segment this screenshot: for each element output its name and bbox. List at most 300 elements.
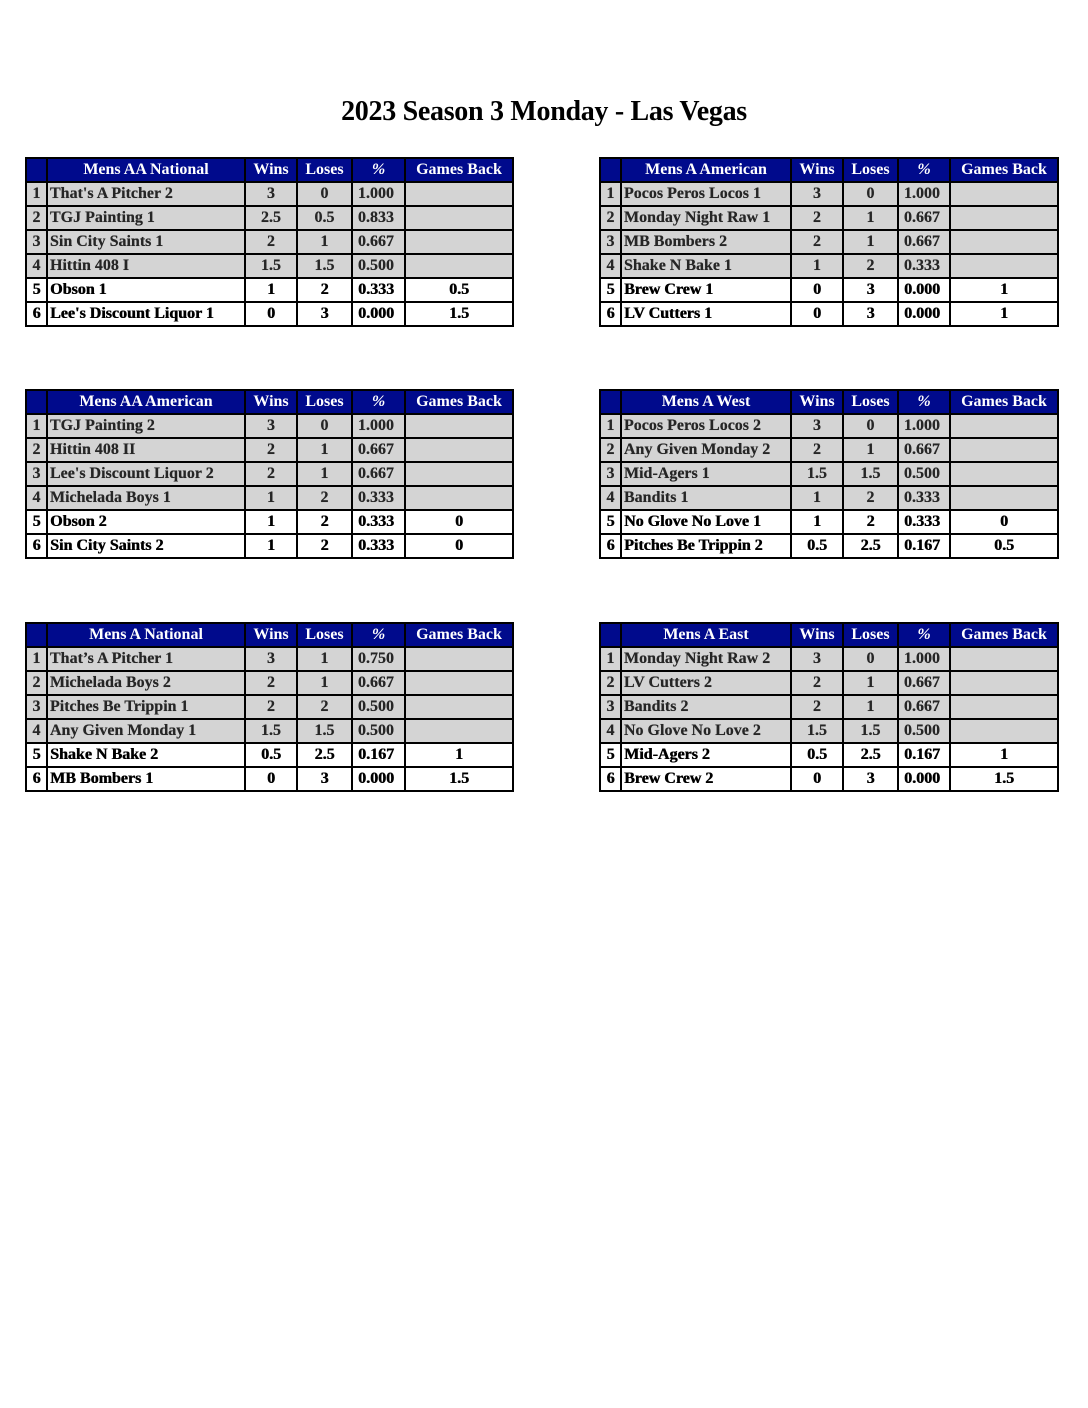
pct-header: % bbox=[898, 390, 950, 414]
rank-cell: 5 bbox=[26, 743, 47, 767]
loses-cell: 0.5 bbox=[297, 206, 352, 230]
header-row bbox=[600, 158, 1058, 182]
pct-cell: 0.333 bbox=[352, 534, 405, 558]
rank-cell: 3 bbox=[600, 695, 621, 719]
table-row bbox=[600, 510, 1058, 534]
games-back-cell bbox=[405, 462, 513, 486]
team-name-cell: TGJ Painting 1 bbox=[47, 206, 245, 230]
team-name-cell: Pitches Be Trippin 1 bbox=[47, 695, 245, 719]
pct-cell: 0.500 bbox=[898, 462, 950, 486]
wins-cell: 2 bbox=[245, 695, 297, 719]
team-name-cell: Brew Crew 2 bbox=[621, 767, 791, 791]
rank-cell: 3 bbox=[600, 462, 621, 486]
header-row bbox=[26, 390, 513, 414]
rank-cell: 4 bbox=[26, 486, 47, 510]
games-back-header: Games Back bbox=[950, 390, 1058, 414]
rank-cell: 4 bbox=[600, 719, 621, 743]
pct-cell: 0.500 bbox=[352, 695, 405, 719]
loses-cell: 0 bbox=[297, 414, 352, 438]
games-back-cell bbox=[405, 647, 513, 671]
loses-cell: 1 bbox=[297, 462, 352, 486]
loses-cell: 3 bbox=[843, 302, 898, 326]
pct-cell: 0.667 bbox=[352, 671, 405, 695]
wins-header: Wins bbox=[245, 158, 297, 182]
wins-cell: 2 bbox=[791, 695, 843, 719]
division-table-mens-a-west bbox=[599, 389, 1059, 559]
wins-cell: 1 bbox=[791, 254, 843, 278]
wins-header: Wins bbox=[791, 623, 843, 647]
rank-cell: 6 bbox=[600, 302, 621, 326]
wins-cell: 0 bbox=[245, 767, 297, 791]
loses-cell: 2 bbox=[297, 486, 352, 510]
table-row bbox=[26, 182, 513, 206]
loses-cell: 3 bbox=[297, 767, 352, 791]
wins-cell: 0.5 bbox=[791, 743, 843, 767]
games-back-cell: 1 bbox=[950, 743, 1058, 767]
rank-cell: 1 bbox=[26, 414, 47, 438]
rank-header bbox=[600, 623, 621, 647]
games-back-cell bbox=[405, 486, 513, 510]
team-name-cell: Monday Night Raw 2 bbox=[621, 647, 791, 671]
rank-cell: 1 bbox=[600, 182, 621, 206]
wins-cell: 2 bbox=[245, 671, 297, 695]
rank-cell: 5 bbox=[26, 510, 47, 534]
loses-cell: 2 bbox=[297, 695, 352, 719]
pct-cell: 0.000 bbox=[898, 767, 950, 791]
table-row bbox=[600, 695, 1058, 719]
games-back-cell: 0 bbox=[950, 510, 1058, 534]
team-name-cell: Sin City Saints 2 bbox=[47, 534, 245, 558]
games-back-cell: 1.5 bbox=[950, 767, 1058, 791]
wins-cell: 0 bbox=[791, 302, 843, 326]
team-name-cell: Hittin 408 I bbox=[47, 254, 245, 278]
table-row bbox=[600, 671, 1058, 695]
wins-cell: 0.5 bbox=[245, 743, 297, 767]
games-back-cell: 0.5 bbox=[950, 534, 1058, 558]
loses-cell: 2 bbox=[297, 534, 352, 558]
rank-cell: 2 bbox=[600, 438, 621, 462]
pct-header: % bbox=[352, 623, 405, 647]
pct-cell: 0.333 bbox=[352, 278, 405, 302]
games-back-cell bbox=[405, 230, 513, 254]
table-row bbox=[26, 438, 513, 462]
team-name-cell: Obson 2 bbox=[47, 510, 245, 534]
loses-cell: 2.5 bbox=[297, 743, 352, 767]
rank-cell: 2 bbox=[26, 206, 47, 230]
loses-header: Loses bbox=[843, 390, 898, 414]
pct-cell: 0.667 bbox=[352, 438, 405, 462]
rank-cell: 1 bbox=[600, 414, 621, 438]
pct-cell: 1.000 bbox=[898, 647, 950, 671]
wins-cell: 1.5 bbox=[245, 719, 297, 743]
wins-cell: 2 bbox=[791, 438, 843, 462]
team-name-cell: Bandits 1 bbox=[621, 486, 791, 510]
table-row bbox=[600, 767, 1058, 791]
table-row bbox=[600, 486, 1058, 510]
games-back-cell bbox=[405, 414, 513, 438]
team-name-cell: Shake N Bake 1 bbox=[621, 254, 791, 278]
games-back-header: Games Back bbox=[950, 158, 1058, 182]
table-row bbox=[26, 206, 513, 230]
pct-cell: 0.667 bbox=[898, 695, 950, 719]
loses-cell: 1 bbox=[297, 671, 352, 695]
table-row bbox=[26, 695, 513, 719]
loses-cell: 0 bbox=[297, 182, 352, 206]
loses-cell: 1 bbox=[297, 230, 352, 254]
pct-cell: 0.167 bbox=[898, 743, 950, 767]
games-back-cell bbox=[950, 254, 1058, 278]
pct-cell: 0.000 bbox=[352, 302, 405, 326]
games-back-cell bbox=[405, 182, 513, 206]
page-title: 2023 Season 3 Monday - Las Vegas bbox=[341, 96, 747, 127]
loses-cell: 1.5 bbox=[843, 462, 898, 486]
games-back-cell bbox=[405, 695, 513, 719]
games-back-cell bbox=[950, 206, 1058, 230]
pct-cell: 0.833 bbox=[352, 206, 405, 230]
loses-header: Loses bbox=[297, 158, 352, 182]
games-back-cell bbox=[950, 414, 1058, 438]
division-name: Mens A National bbox=[47, 623, 245, 647]
loses-cell: 2 bbox=[843, 254, 898, 278]
games-back-cell bbox=[950, 695, 1058, 719]
games-back-header: Games Back bbox=[405, 390, 513, 414]
loses-cell: 1 bbox=[843, 206, 898, 230]
loses-header: Loses bbox=[297, 390, 352, 414]
pct-cell: 0.500 bbox=[352, 719, 405, 743]
wins-cell: 0 bbox=[245, 302, 297, 326]
games-back-cell: 1.5 bbox=[405, 767, 513, 791]
loses-cell: 2.5 bbox=[843, 743, 898, 767]
pct-cell: 0.750 bbox=[352, 647, 405, 671]
table-row bbox=[26, 278, 513, 302]
wins-cell: 3 bbox=[245, 182, 297, 206]
wins-header: Wins bbox=[791, 390, 843, 414]
team-name-cell: TGJ Painting 2 bbox=[47, 414, 245, 438]
games-back-cell: 0 bbox=[405, 510, 513, 534]
rank-cell: 5 bbox=[26, 278, 47, 302]
rank-cell: 1 bbox=[26, 647, 47, 671]
loses-cell: 1.5 bbox=[297, 254, 352, 278]
games-back-cell: 1 bbox=[950, 302, 1058, 326]
team-name-cell: No Glove No Love 1 bbox=[621, 510, 791, 534]
pct-cell: 1.000 bbox=[352, 414, 405, 438]
division-table-mens-aa-american bbox=[25, 389, 514, 559]
rank-cell: 2 bbox=[26, 671, 47, 695]
team-name-cell: Mid-Agers 2 bbox=[621, 743, 791, 767]
team-name-cell: Monday Night Raw 1 bbox=[621, 206, 791, 230]
division-table-mens-aa-national bbox=[25, 157, 514, 327]
wins-cell: 2 bbox=[791, 206, 843, 230]
rank-cell: 6 bbox=[600, 767, 621, 791]
games-back-cell: 0 bbox=[405, 534, 513, 558]
wins-cell: 1 bbox=[791, 510, 843, 534]
loses-cell: 2.5 bbox=[843, 534, 898, 558]
loses-header: Loses bbox=[843, 158, 898, 182]
loses-cell: 1 bbox=[297, 647, 352, 671]
pct-cell: 0.667 bbox=[898, 206, 950, 230]
wins-cell: 0.5 bbox=[791, 534, 843, 558]
table-row bbox=[600, 438, 1058, 462]
pct-cell: 0.667 bbox=[898, 438, 950, 462]
table-row bbox=[26, 647, 513, 671]
team-name-cell: Obson 1 bbox=[47, 278, 245, 302]
table-row bbox=[26, 254, 513, 278]
team-name-cell: Shake N Bake 2 bbox=[47, 743, 245, 767]
team-name-cell: Lee's Discount Liquor 1 bbox=[47, 302, 245, 326]
table-row bbox=[26, 230, 513, 254]
rank-header bbox=[26, 390, 47, 414]
table-row bbox=[26, 719, 513, 743]
pct-cell: 0.167 bbox=[352, 743, 405, 767]
table-row bbox=[600, 278, 1058, 302]
loses-cell: 1 bbox=[843, 230, 898, 254]
games-back-header: Games Back bbox=[405, 623, 513, 647]
games-back-header: Games Back bbox=[950, 623, 1058, 647]
loses-cell: 3 bbox=[297, 302, 352, 326]
pct-header: % bbox=[352, 158, 405, 182]
games-back-cell: 1 bbox=[950, 278, 1058, 302]
wins-cell: 2.5 bbox=[245, 206, 297, 230]
table-row bbox=[600, 414, 1058, 438]
loses-cell: 1 bbox=[843, 695, 898, 719]
games-back-cell bbox=[950, 230, 1058, 254]
table-row bbox=[26, 767, 513, 791]
pct-cell: 0.500 bbox=[898, 719, 950, 743]
wins-cell: 3 bbox=[791, 182, 843, 206]
loses-cell: 3 bbox=[843, 278, 898, 302]
wins-cell: 2 bbox=[245, 230, 297, 254]
games-back-cell bbox=[405, 719, 513, 743]
games-back-cell bbox=[950, 719, 1058, 743]
loses-cell: 2 bbox=[297, 278, 352, 302]
pct-cell: 0.333 bbox=[898, 254, 950, 278]
games-back-cell bbox=[405, 206, 513, 230]
team-name-cell: MB Bombers 1 bbox=[47, 767, 245, 791]
pct-cell: 0.667 bbox=[898, 671, 950, 695]
pct-cell: 0.333 bbox=[898, 486, 950, 510]
rank-cell: 6 bbox=[26, 534, 47, 558]
rank-cell: 5 bbox=[600, 510, 621, 534]
table-row bbox=[26, 462, 513, 486]
loses-cell: 0 bbox=[843, 647, 898, 671]
team-name-cell: Lee's Discount Liquor 2 bbox=[47, 462, 245, 486]
pct-cell: 0.333 bbox=[352, 486, 405, 510]
team-name-cell: Hittin 408 II bbox=[47, 438, 245, 462]
rank-cell: 2 bbox=[26, 438, 47, 462]
pct-cell: 0.667 bbox=[352, 230, 405, 254]
pct-cell: 0.000 bbox=[898, 278, 950, 302]
division-name: Mens AA American bbox=[47, 390, 245, 414]
division-table-mens-a-national bbox=[25, 622, 514, 792]
loses-cell: 0 bbox=[843, 414, 898, 438]
table-row bbox=[600, 647, 1058, 671]
wins-cell: 0 bbox=[791, 767, 843, 791]
wins-cell: 3 bbox=[791, 414, 843, 438]
table-row bbox=[26, 743, 513, 767]
rank-cell: 4 bbox=[600, 254, 621, 278]
table-row bbox=[26, 486, 513, 510]
table-row bbox=[600, 743, 1058, 767]
wins-header: Wins bbox=[245, 390, 297, 414]
team-name-cell: No Glove No Love 2 bbox=[621, 719, 791, 743]
wins-cell: 3 bbox=[791, 647, 843, 671]
pct-cell: 0.167 bbox=[898, 534, 950, 558]
wins-cell: 1.5 bbox=[245, 254, 297, 278]
wins-cell: 2 bbox=[791, 671, 843, 695]
wins-cell: 1 bbox=[245, 278, 297, 302]
rank-cell: 4 bbox=[600, 486, 621, 510]
table-row bbox=[26, 302, 513, 326]
pct-cell: 0.000 bbox=[352, 767, 405, 791]
rank-cell: 6 bbox=[26, 767, 47, 791]
division-table-mens-a-east bbox=[599, 622, 1059, 792]
games-back-cell: 1 bbox=[405, 743, 513, 767]
division-name: Mens A West bbox=[621, 390, 791, 414]
pct-header: % bbox=[352, 390, 405, 414]
table-row bbox=[600, 230, 1058, 254]
team-name-cell: Pocos Peros Locos 2 bbox=[621, 414, 791, 438]
header-row bbox=[26, 623, 513, 647]
wins-cell: 1.5 bbox=[791, 719, 843, 743]
loses-cell: 2 bbox=[843, 510, 898, 534]
rank-cell: 6 bbox=[26, 302, 47, 326]
table-row bbox=[26, 534, 513, 558]
team-name-cell: Brew Crew 1 bbox=[621, 278, 791, 302]
pct-cell: 0.000 bbox=[898, 302, 950, 326]
pct-cell: 1.000 bbox=[352, 182, 405, 206]
table-row bbox=[26, 414, 513, 438]
loses-cell: 3 bbox=[843, 767, 898, 791]
wins-cell: 1 bbox=[245, 486, 297, 510]
games-back-cell bbox=[950, 438, 1058, 462]
wins-cell: 1 bbox=[245, 534, 297, 558]
loses-cell: 2 bbox=[843, 486, 898, 510]
pct-header: % bbox=[898, 623, 950, 647]
rank-header bbox=[26, 623, 47, 647]
rank-cell: 1 bbox=[600, 647, 621, 671]
table-row bbox=[600, 206, 1058, 230]
pct-cell: 1.000 bbox=[898, 414, 950, 438]
rank-cell: 4 bbox=[26, 719, 47, 743]
table-row bbox=[600, 534, 1058, 558]
loses-cell: 1 bbox=[297, 438, 352, 462]
wins-cell: 2 bbox=[245, 438, 297, 462]
wins-cell: 2 bbox=[245, 462, 297, 486]
header-row bbox=[600, 623, 1058, 647]
loses-cell: 1.5 bbox=[297, 719, 352, 743]
pct-cell: 0.333 bbox=[898, 510, 950, 534]
rank-cell: 5 bbox=[600, 743, 621, 767]
pct-cell: 0.333 bbox=[352, 510, 405, 534]
pct-cell: 0.667 bbox=[352, 462, 405, 486]
team-name-cell: Michelada Boys 2 bbox=[47, 671, 245, 695]
rank-header bbox=[26, 158, 47, 182]
loses-cell: 1 bbox=[843, 438, 898, 462]
rank-cell: 3 bbox=[600, 230, 621, 254]
pct-cell: 0.500 bbox=[352, 254, 405, 278]
table-row bbox=[600, 302, 1058, 326]
pct-cell: 1.000 bbox=[898, 182, 950, 206]
table-row bbox=[600, 462, 1058, 486]
wins-cell: 3 bbox=[245, 647, 297, 671]
games-back-cell bbox=[950, 647, 1058, 671]
team-name-cell: Michelada Boys 1 bbox=[47, 486, 245, 510]
team-name-cell: That’s A Pitcher 1 bbox=[47, 647, 245, 671]
team-name-cell: LV Cutters 1 bbox=[621, 302, 791, 326]
loses-cell: 0 bbox=[843, 182, 898, 206]
wins-header: Wins bbox=[791, 158, 843, 182]
table-row bbox=[26, 671, 513, 695]
wins-cell: 1 bbox=[245, 510, 297, 534]
pct-header: % bbox=[898, 158, 950, 182]
header-row bbox=[26, 158, 513, 182]
team-name-cell: Any Given Monday 2 bbox=[621, 438, 791, 462]
table-row bbox=[600, 719, 1058, 743]
rank-cell: 3 bbox=[26, 462, 47, 486]
games-back-cell bbox=[405, 438, 513, 462]
wins-header: Wins bbox=[245, 623, 297, 647]
loses-cell: 1.5 bbox=[843, 719, 898, 743]
header-row bbox=[600, 390, 1058, 414]
loses-header: Loses bbox=[843, 623, 898, 647]
rank-header bbox=[600, 390, 621, 414]
games-back-header: Games Back bbox=[405, 158, 513, 182]
wins-cell: 0 bbox=[791, 278, 843, 302]
rank-cell: 2 bbox=[600, 671, 621, 695]
games-back-cell: 1.5 bbox=[405, 302, 513, 326]
games-back-cell bbox=[405, 254, 513, 278]
table-row bbox=[600, 254, 1058, 278]
wins-cell: 3 bbox=[245, 414, 297, 438]
rank-cell: 5 bbox=[600, 278, 621, 302]
team-name-cell: MB Bombers 2 bbox=[621, 230, 791, 254]
loses-cell: 1 bbox=[843, 671, 898, 695]
team-name-cell: Pitches Be Trippin 2 bbox=[621, 534, 791, 558]
wins-cell: 1 bbox=[791, 486, 843, 510]
team-name-cell: LV Cutters 2 bbox=[621, 671, 791, 695]
rank-cell: 6 bbox=[600, 534, 621, 558]
loses-cell: 2 bbox=[297, 510, 352, 534]
wins-cell: 2 bbox=[791, 230, 843, 254]
games-back-cell bbox=[950, 486, 1058, 510]
team-name-cell: Sin City Saints 1 bbox=[47, 230, 245, 254]
games-back-cell bbox=[950, 671, 1058, 695]
team-name-cell: Pocos Peros Locos 1 bbox=[621, 182, 791, 206]
rank-header bbox=[600, 158, 621, 182]
rank-cell: 4 bbox=[26, 254, 47, 278]
table-row bbox=[26, 510, 513, 534]
wins-cell: 1.5 bbox=[791, 462, 843, 486]
rank-cell: 2 bbox=[600, 206, 621, 230]
table-row bbox=[600, 182, 1058, 206]
loses-header: Loses bbox=[297, 623, 352, 647]
division-name: Mens A East bbox=[621, 623, 791, 647]
games-back-cell bbox=[950, 462, 1058, 486]
rank-cell: 3 bbox=[26, 695, 47, 719]
team-name-cell: Any Given Monday 1 bbox=[47, 719, 245, 743]
division-table-mens-a-american bbox=[599, 157, 1059, 327]
division-name: Mens A American bbox=[621, 158, 791, 182]
games-back-cell bbox=[405, 671, 513, 695]
pct-cell: 0.667 bbox=[898, 230, 950, 254]
games-back-cell bbox=[950, 182, 1058, 206]
games-back-cell: 0.5 bbox=[405, 278, 513, 302]
team-name-cell: Bandits 2 bbox=[621, 695, 791, 719]
rank-cell: 1 bbox=[26, 182, 47, 206]
rank-cell: 3 bbox=[26, 230, 47, 254]
team-name-cell: Mid-Agers 1 bbox=[621, 462, 791, 486]
team-name-cell: That's A Pitcher 2 bbox=[47, 182, 245, 206]
